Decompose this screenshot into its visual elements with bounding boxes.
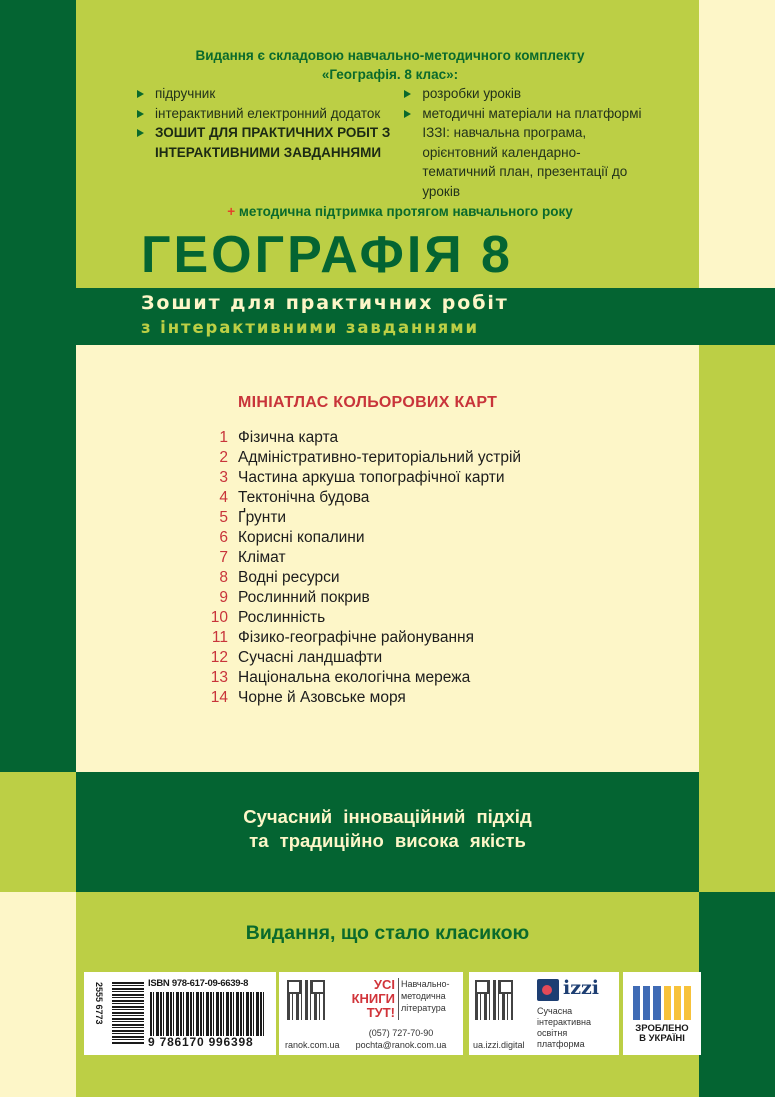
atlas-item-number: 11 [211,629,228,646]
atlas-item [200,428,620,448]
made-in-ukraine-badge [623,972,701,1055]
subtitle-line2: з інтерактивними завданнями [141,318,479,337]
atlas-item [200,568,620,588]
atlas-item-number: 5 [219,509,228,526]
plus-icon: + [227,203,236,219]
isbn-text: ISBN 978-617-09-6639-8 [148,978,249,989]
barcode-number: 9 786170 996398 [148,1035,254,1049]
list-item-highlight: ЗОШИТ ДЛЯ ПРАКТИЧНИХ РОБІТ З ІНТЕРАКТИВНИМИ ЗАВДАННЯМИ [137,123,404,162]
list-item: підручник [137,84,404,104]
subtitle-line1: Зошит для практичних робіт [141,292,509,314]
list-item: розробки уроків [404,84,650,104]
bg-left-top [0,0,76,288]
atlas-item [200,668,620,688]
bg-right-mid [699,345,775,892]
izzi-logo-icon [537,979,559,1001]
arrow-bullet-icon [137,110,144,118]
atlas-item [200,648,620,668]
atlas-item-number: 7 [219,549,228,566]
atlas-item-label: Водні ресурси [238,569,340,586]
atlas-item [200,548,620,568]
atlas-item-number: 14 [210,689,228,706]
support-note: + методична підтримка протягом навчального року [227,203,573,219]
atlas-item [200,608,620,628]
atlas-item [200,588,620,608]
literature-label: Навчально-методична література [401,979,450,1013]
slogan: Сучасний інноваційний підхід та традиційно висока якість [243,806,532,851]
bg-right-top [699,0,775,288]
isbn-barcode [84,972,276,1055]
atlas-heading: МІНІАТЛАС КОЛЬОРОВИХ КАРТ [238,394,498,411]
atlas-item [200,488,620,508]
arrow-bullet-icon [404,90,411,98]
atlas-item-label: Фізична карта [238,429,339,446]
barcode-icon [150,992,266,1036]
made-in-ukraine-text: ЗРОБЛЕНО В УКРАЇНІ [635,1023,689,1044]
atlas-item [200,448,620,468]
atlas-item-label: Клімат [238,549,286,566]
contacts [341,1027,461,1051]
atlas-item-label: Корисні копалини [238,529,365,546]
email-link[interactable]: pochta@ranok.com.ua [355,1040,447,1050]
atlas-item-label: Фізико-географічне районування [238,629,474,646]
intro-heading: Видання є складовою навчально-методичного комплекту «Географія. 8 клас»: [195,48,585,82]
bg-left-lower [0,772,76,892]
atlas-item-label: Частина аркуша топографічної карти [238,469,505,486]
atlas-item-number: 13 [210,669,228,686]
atlas-item [200,508,620,528]
atlas-item-number: 2 [219,449,228,466]
ukraine-flag-icon [633,986,691,1020]
ranok-site-link[interactable]: ranok.com.ua [285,1040,340,1050]
atlas-item-number: 3 [219,469,228,486]
atlas-item-number: 4 [219,489,228,506]
series-intro [130,46,650,219]
atlas-item-label: Тектонічна будова [238,489,370,506]
izzi-card [469,972,619,1055]
atlas-list [200,428,620,708]
components-left [130,84,404,202]
classic-tagline: Видання, що стало класикою [245,922,530,944]
qr-code-icon[interactable] [287,980,325,1020]
all-books-here: УСІ КНИГИ ТУТ! [347,978,399,1020]
atlas-item-number: 1 [219,429,228,446]
components-right [404,84,650,202]
atlas-item-label: Ґрунти [238,509,287,526]
atlas-item-number: 8 [219,569,228,586]
atlas-item-label: Рослинність [238,609,326,626]
arrow-bullet-icon [137,129,144,137]
atlas-item-number: 9 [219,589,228,606]
list-item: методичні матеріали на платформі ІЗЗІ: навчальна програма, орієнтовний календарно-тематичний план, презентації до уроків [404,104,650,202]
book-title: ГЕОГРАФІЯ 8 [141,226,510,284]
bg-left-mid [0,345,76,772]
atlas-item-label: Адміністративно-територіальний устрій [238,449,522,466]
atlas-item-number: 6 [219,529,228,546]
arrow-bullet-icon [137,90,144,98]
arrow-bullet-icon [404,110,411,118]
atlas-item-label: Національна екологічна мережа [238,669,471,686]
atlas-item [200,528,620,548]
atlas-item [200,688,620,708]
atlas-item-number: 10 [210,609,228,626]
atlas-item-number: 12 [210,649,228,666]
atlas-item-label: Сучасні ландшафти [238,649,383,666]
bg-right-bottom [699,892,775,1097]
atlas-item-label: Чорне й Азовське моря [238,689,406,706]
izzi-tagline: Сучасна інтерактивна освітня платформа [537,1006,591,1049]
atlas-item [200,468,620,488]
atlas-item-label: Рослинний покрив [238,589,370,606]
ranok-card [279,972,463,1055]
izzi-site-link[interactable]: ua.izzi.digital [473,1040,525,1050]
bg-left-bottom [0,892,76,1097]
list-item: інтерактивний електронний додаток [137,104,404,124]
phone: (057) 727-70-90 [368,1028,434,1038]
atlas-item [200,628,620,648]
qr-code-icon[interactable] [475,980,513,1020]
side-barcode-icon [112,982,144,1045]
grade-number: 8 [481,226,510,284]
izzi-logo: izzi [537,979,615,1001]
side-number: 2555 6773 [94,982,104,1025]
